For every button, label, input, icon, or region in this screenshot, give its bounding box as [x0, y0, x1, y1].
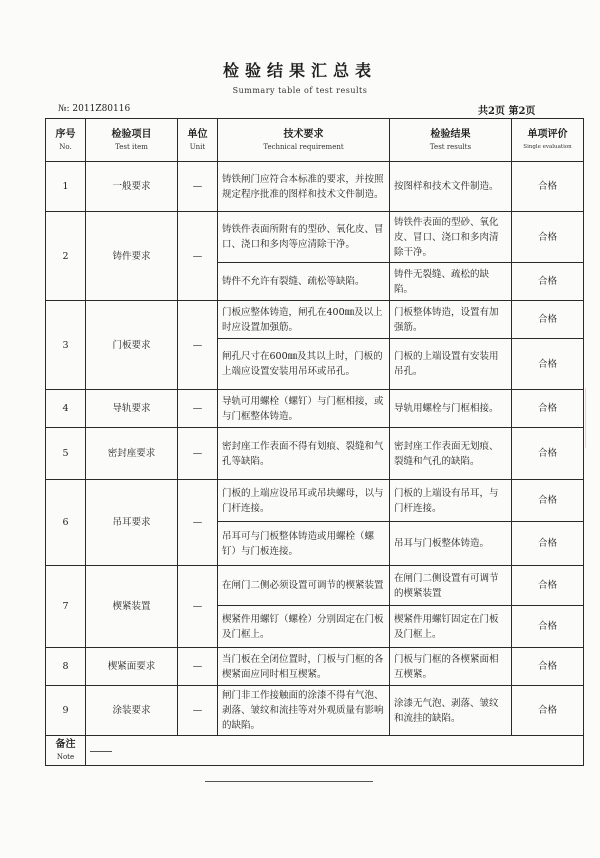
- col-header-label: 技术要求: [283, 128, 324, 140]
- row-item: 吊耳要求: [86, 480, 178, 566]
- row-requirement: 楔紧件用螺钉（螺栓）分别固定在门板及门框上。: [218, 606, 390, 648]
- note-label-en: Note: [56, 753, 75, 761]
- row-evaluation: 合格: [512, 263, 584, 301]
- row-evaluation: 合格: [512, 648, 584, 686]
- row-result: 吊耳与门板整体铸造。: [390, 522, 512, 566]
- results-table: [45, 118, 584, 766]
- table-row: [46, 648, 584, 686]
- row-no: 1: [46, 162, 86, 212]
- row-requirement: 闸门非工作接触面的涂漆不得有气泡、剥落、皱纹和流挂等对外观质量有影响的缺陷。: [218, 686, 390, 736]
- row-evaluation: 合格: [512, 480, 584, 522]
- row-evaluation: 合格: [512, 686, 584, 736]
- row-result: 铸件无裂缝、疏松的缺陷。: [390, 263, 512, 301]
- table-row: [46, 212, 584, 263]
- row-item: 涂装要求: [86, 686, 178, 736]
- note-value: [90, 743, 112, 752]
- col-header-label: 序号: [55, 128, 76, 140]
- page-info: 共2页 第2页: [478, 106, 536, 117]
- row-evaluation: 合格: [512, 522, 584, 566]
- row-result: 楔紧件用螺钉固定在门板及门框上。: [390, 606, 512, 648]
- document-title: 检验结果汇总表: [222, 61, 377, 80]
- row-unit: —: [178, 162, 218, 212]
- row-item: 一般要求: [86, 162, 178, 212]
- seal-edge-mark: [585, 388, 600, 448]
- row-result: 密封座工作表面无划痕、裂缝和气孔的缺陷。: [390, 428, 512, 480]
- row-evaluation: 合格: [512, 428, 584, 480]
- row-no: 3: [46, 301, 86, 390]
- row-unit: —: [178, 686, 218, 736]
- row-no: 5: [46, 428, 86, 480]
- col-header-label: 单项评价: [527, 128, 568, 140]
- col-header-label-en: No.: [59, 142, 72, 151]
- col-header-label-en: Technical requirement: [263, 142, 344, 151]
- row-no: 7: [46, 566, 86, 648]
- row-unit: —: [178, 390, 218, 428]
- table-row: [46, 480, 584, 522]
- row-item: 导轨要求: [86, 390, 178, 428]
- row-evaluation: 合格: [512, 390, 584, 428]
- row-no: 4: [46, 390, 86, 428]
- row-requirement: 导轨可用螺栓（螺钉）与门框相接，或与门框整体铸造。: [218, 390, 390, 428]
- row-unit: —: [178, 212, 218, 301]
- col-header-label-en: Unit: [189, 142, 206, 151]
- row-evaluation: 合格: [512, 339, 584, 390]
- row-evaluation: 合格: [512, 162, 584, 212]
- table-row: [46, 566, 584, 606]
- row-unit: —: [178, 566, 218, 648]
- row-unit: —: [178, 301, 218, 390]
- row-result: 在闸门二侧设置有可调节的楔紧装置: [390, 566, 512, 606]
- row-result: 涂漆无气泡、剥落、皱纹和流挂的缺陷。: [390, 686, 512, 736]
- col-header-unit: [178, 119, 218, 162]
- table-header-row: [46, 119, 584, 162]
- row-requirement: 当门板在全闭位置时，门板与门框的各楔紧面应同时相互楔紧。: [218, 648, 390, 686]
- col-header-label-en: Test results: [429, 142, 472, 151]
- col-header-requirement: [218, 119, 390, 162]
- col-header-item: [86, 119, 178, 162]
- row-evaluation: 合格: [512, 301, 584, 339]
- report-number: №: 2011Z80116: [58, 104, 131, 114]
- row-item: 楔紧面要求: [86, 648, 178, 686]
- row-no: 9: [46, 686, 86, 736]
- row-requirement: 铸铁闸门应符合本标准的要求，并按照规定程序批准的图样和技术文件制造。: [218, 162, 390, 212]
- table-row: [46, 428, 584, 480]
- table-row: [46, 686, 584, 736]
- row-item: 门板要求: [86, 301, 178, 390]
- row-result: 门板与门框的各楔紧面相互楔紧。: [390, 648, 512, 686]
- row-no: 8: [46, 648, 86, 686]
- row-evaluation: 合格: [512, 212, 584, 263]
- row-result: 门板的上端设置有安装用吊孔。: [390, 339, 512, 390]
- col-header-label-en: Test item: [115, 142, 148, 151]
- row-result: 按图样和技术文件制造。: [390, 162, 512, 212]
- row-evaluation: 合格: [512, 606, 584, 648]
- col-header-label: 检验结果: [430, 128, 471, 140]
- row-requirement: 门板的上端应设吊耳或吊块螺母，以与门杆连接。: [218, 480, 390, 522]
- row-result: 门板的上端设有吊耳，与门杆连接。: [390, 480, 512, 522]
- row-result: 铸铁件表面的型砂、氧化皮、冒口、浇口和多肉清除干净。: [390, 212, 512, 263]
- row-result: 门板整体铸造，设置有加强筋。: [390, 301, 512, 339]
- table-row: [46, 301, 584, 339]
- col-header-no: [46, 119, 86, 162]
- row-no: 6: [46, 480, 86, 566]
- col-header-label: 检验项目: [111, 128, 152, 140]
- row-unit: —: [178, 648, 218, 686]
- col-header-label: 单位: [187, 128, 208, 140]
- row-requirement: 门板应整体铸造，闸孔在400㎜及以上时应设置加强筋。: [218, 301, 390, 339]
- row-evaluation: 合格: [512, 566, 584, 606]
- note-value-cell: [86, 736, 584, 766]
- col-header-results: [390, 119, 512, 162]
- row-unit: —: [178, 480, 218, 566]
- end-of-table-line: [205, 781, 373, 782]
- row-item: 密封座要求: [86, 428, 178, 480]
- document-subtitle: Summary table of test results: [232, 86, 368, 95]
- row-no: 2: [46, 212, 86, 301]
- row-requirement: 密封座工作表面不得有划痕、裂缝和气孔等缺陷。: [218, 428, 390, 480]
- row-item: 铸件要求: [86, 212, 178, 301]
- row-item: 楔紧装置: [86, 566, 178, 648]
- row-requirement: 铸铁件表面所附有的型砂、氧化皮、冒口、浇口和多肉等应清除干净。: [218, 212, 390, 263]
- row-requirement: 铸件不允许有裂缝、疏松等缺陷。: [218, 263, 390, 301]
- col-header-label-en: Single evaluation: [523, 143, 572, 150]
- row-result: 导轨用螺栓与门框相接。: [390, 390, 512, 428]
- row-unit: —: [178, 428, 218, 480]
- note-label: 备注: [55, 739, 76, 750]
- row-requirement: 在闸门二侧必须设置可调节的楔紧装置: [218, 566, 390, 606]
- row-requirement: 闸孔尺寸在600㎜及其以上时，门板的上端应设置安装用吊环或吊孔。: [218, 339, 390, 390]
- row-requirement: 吊耳可与门板整体铸造或用螺栓（螺钉）与门板连接。: [218, 522, 390, 566]
- col-header-evaluation: [512, 119, 584, 162]
- table-row: [46, 390, 584, 428]
- table-row: [46, 162, 584, 212]
- note-label-cell: [46, 736, 86, 766]
- note-row: [46, 736, 584, 766]
